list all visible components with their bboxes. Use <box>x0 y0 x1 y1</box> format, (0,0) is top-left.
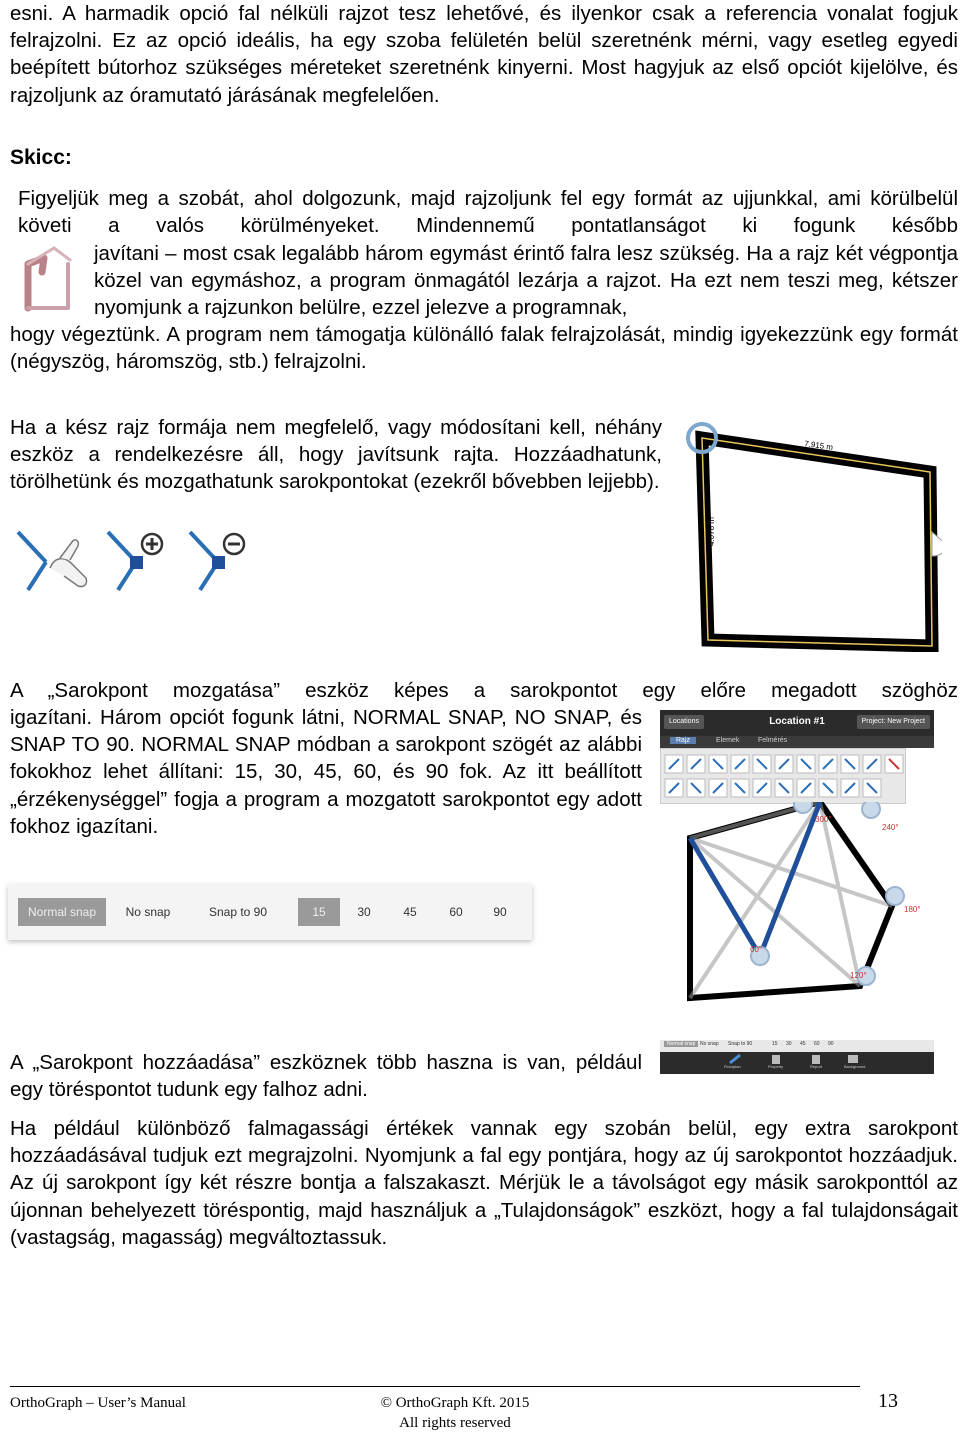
snap-angle-60[interactable]: 60 <box>449 905 463 919</box>
angle-label-180: 180° <box>904 905 921 914</box>
app-tab-floorplan[interactable]: Floorplan <box>724 1064 741 1069</box>
app-tab-property[interactable]: Property <box>768 1064 784 1069</box>
section-heading-sketch: Skicc: <box>10 146 72 169</box>
snap-angle-15[interactable]: 15 <box>298 898 340 926</box>
sketch-paragraph-1: Figyeljük meg a szobát, ahol dolgozunk, majd rajzoljunk fel egy formát az ujjunkkal, ami körülbelül követi a valós körülményeket. Mindennemű pontatlanságot ki fogunk később <box>18 187 958 238</box>
app-tab-background[interactable]: Background <box>844 1064 866 1069</box>
angle-label-300: 300° <box>815 815 832 824</box>
tab-elemek[interactable]: Elemek <box>716 737 740 744</box>
tab-rajz[interactable]: Rajz <box>670 737 696 744</box>
app-bottom-bar <box>660 1040 934 1074</box>
intro-paragraph: esni. A harmadik opció fal nélküli rajzot tesz lehetővé, és ilyenkor csak a referencia vonalat fogjuk felrajzolni. Ez az opció ideális, ha egy szoba felületén belül szeretnénk mérni, vagy esetleg egyedi beépített bútorhoz szükséges méreteket szeretnénk kinyerni. Most hagyjuk az első opciót kijelölve, és rajzoljunk az óramutató járásának megfelelően. <box>10 2 958 107</box>
angle-label-240: 240° <box>882 823 899 832</box>
tools-paragraph: Ha a kész rajz formája nem megfelelő, vagy módosítani kell, néhány eszköz a rendelkezésre áll, hogy javítsunk rajta. Hozzáadhatunk, törölhetünk és mozgathatunk sarokpontokat (ezekről bővebben lejjebb). <box>10 416 662 494</box>
snap-angle-90[interactable]: 90 <box>493 905 507 919</box>
app-snap-angle-15[interactable]: 15 <box>772 1041 778 1047</box>
footer-divider <box>10 1386 860 1387</box>
page-number: 13 <box>878 1390 898 1412</box>
app-snap-normal[interactable]: Normal snap <box>664 1041 698 1047</box>
app-tab-bar <box>660 736 934 748</box>
left-wall-measure: 4.078 m <box>707 517 716 546</box>
sketch-paragraph-3: hogy végeztünk. A program nem támogatja különálló falak felrajzolását, mindig igyekezzünk egy formát (négyszög, háromszög, stb.) felrajzolni. <box>10 323 958 374</box>
app-snap-angle-30[interactable]: 30 <box>786 1041 792 1047</box>
top-wall-measure: 7.915 m <box>803 439 834 453</box>
app-snap-strip <box>660 1040 934 1052</box>
app-snap-angle-60[interactable]: 60 <box>814 1041 820 1047</box>
app-title-bar <box>660 710 934 736</box>
angle-label-120: 120° <box>850 971 867 980</box>
move-corner-paragraph-1: A „Sarokpont mozgatása” eszköz képes a sarokpontot egy előre megadott szöghöz <box>10 679 958 702</box>
snap-angle-30[interactable]: 30 <box>357 905 371 919</box>
corner-tools-icons <box>14 528 264 596</box>
angle-label-60: 60° <box>750 945 763 954</box>
app-screenshot <box>660 710 934 1012</box>
sketch-paragraph-2: javítani – most csak legalább három egymást érintő falra lesz szükség. Ha a rajz két végpontja közel van egymáshoz, a program önmagától lezárja a rajzot. Ha ezt nem teszi meg, kétszer nyomjunk a rajzunkon belülre, ezzel jelezve a programnak, <box>94 242 958 320</box>
move-corner-paragraph-2: igazítani. Három opciót fogunk látni, NORMAL SNAP, NO SNAP, és SNAP TO 90. NORMAL SNAP módban a sarokpont szögét az alábbi fokokhoz lehet állítani: 15, 30, 45, 60, és 90 fok. Az itt beállított „érzékenységgel” fogja a program a mozgatott sarokpontot egy adott fokhoz igazítani. <box>10 706 642 838</box>
sketch-gesture-icon <box>18 240 82 312</box>
snap-option-normal[interactable]: Normal snap <box>18 898 106 926</box>
app-snap-angle-90[interactable]: 90 <box>828 1041 834 1047</box>
snap-option-none[interactable]: No snap <box>125 905 171 919</box>
add-corner-icon <box>108 532 162 590</box>
app-title: Location #1 <box>769 716 825 727</box>
move-corner-icon <box>18 532 87 590</box>
footer-rights: All rights reserved <box>399 1415 511 1431</box>
app-tab-report[interactable]: Report <box>810 1064 823 1069</box>
app-snap-90[interactable]: Snap to 90 <box>728 1041 753 1047</box>
angle-snap-diagram <box>660 802 934 1012</box>
snap-angle-45[interactable]: 45 <box>403 905 417 919</box>
snap-options-bar <box>8 884 532 940</box>
wall-heights-paragraph: Ha például különböző falmagassági értékek vannak egy szobán belül, egy extra sarokpont hozzáadásával tudjuk ezt megrajzolni. Nyomjunk a fal egy pontjára, hogy az új sarokpontot hozzáadjuk. Az új sarokpont így két részre bontja a falszakaszt. Mérjük le a távolságot egy másik sarokponttól az újonnan behelyezett töréspontig, majd használjuk a „Tulajdonságok” eszközt, hogy a fal tulajdonságait (vastagság, magasság) megváltoztassuk. <box>10 1117 958 1249</box>
room-drawing-figure <box>680 416 942 652</box>
remove-corner-icon <box>190 532 244 590</box>
footer-copyright: © OrthoGraph Kft. 2015 <box>380 1395 530 1411</box>
add-corner-paragraph: A „Sarokpont hozzáadása” eszköznek több haszna is van, például egy töréspontot tudunk egy falhoz adni. <box>10 1051 642 1102</box>
snap-option-90[interactable]: Snap to 90 <box>208 905 268 919</box>
tab-felmeres[interactable]: Felmérés <box>758 737 788 744</box>
app-snap-none[interactable]: No snap <box>700 1041 719 1047</box>
project-button[interactable]: Project: New Project <box>857 715 930 729</box>
app-bottom-icons <box>660 1052 934 1074</box>
drawing-tool-palette <box>660 748 906 804</box>
footer-title: OrthoGraph – User’s Manual <box>10 1395 186 1411</box>
app-snap-angle-45[interactable]: 45 <box>800 1041 806 1047</box>
locations-button[interactable]: Locations <box>664 715 704 729</box>
